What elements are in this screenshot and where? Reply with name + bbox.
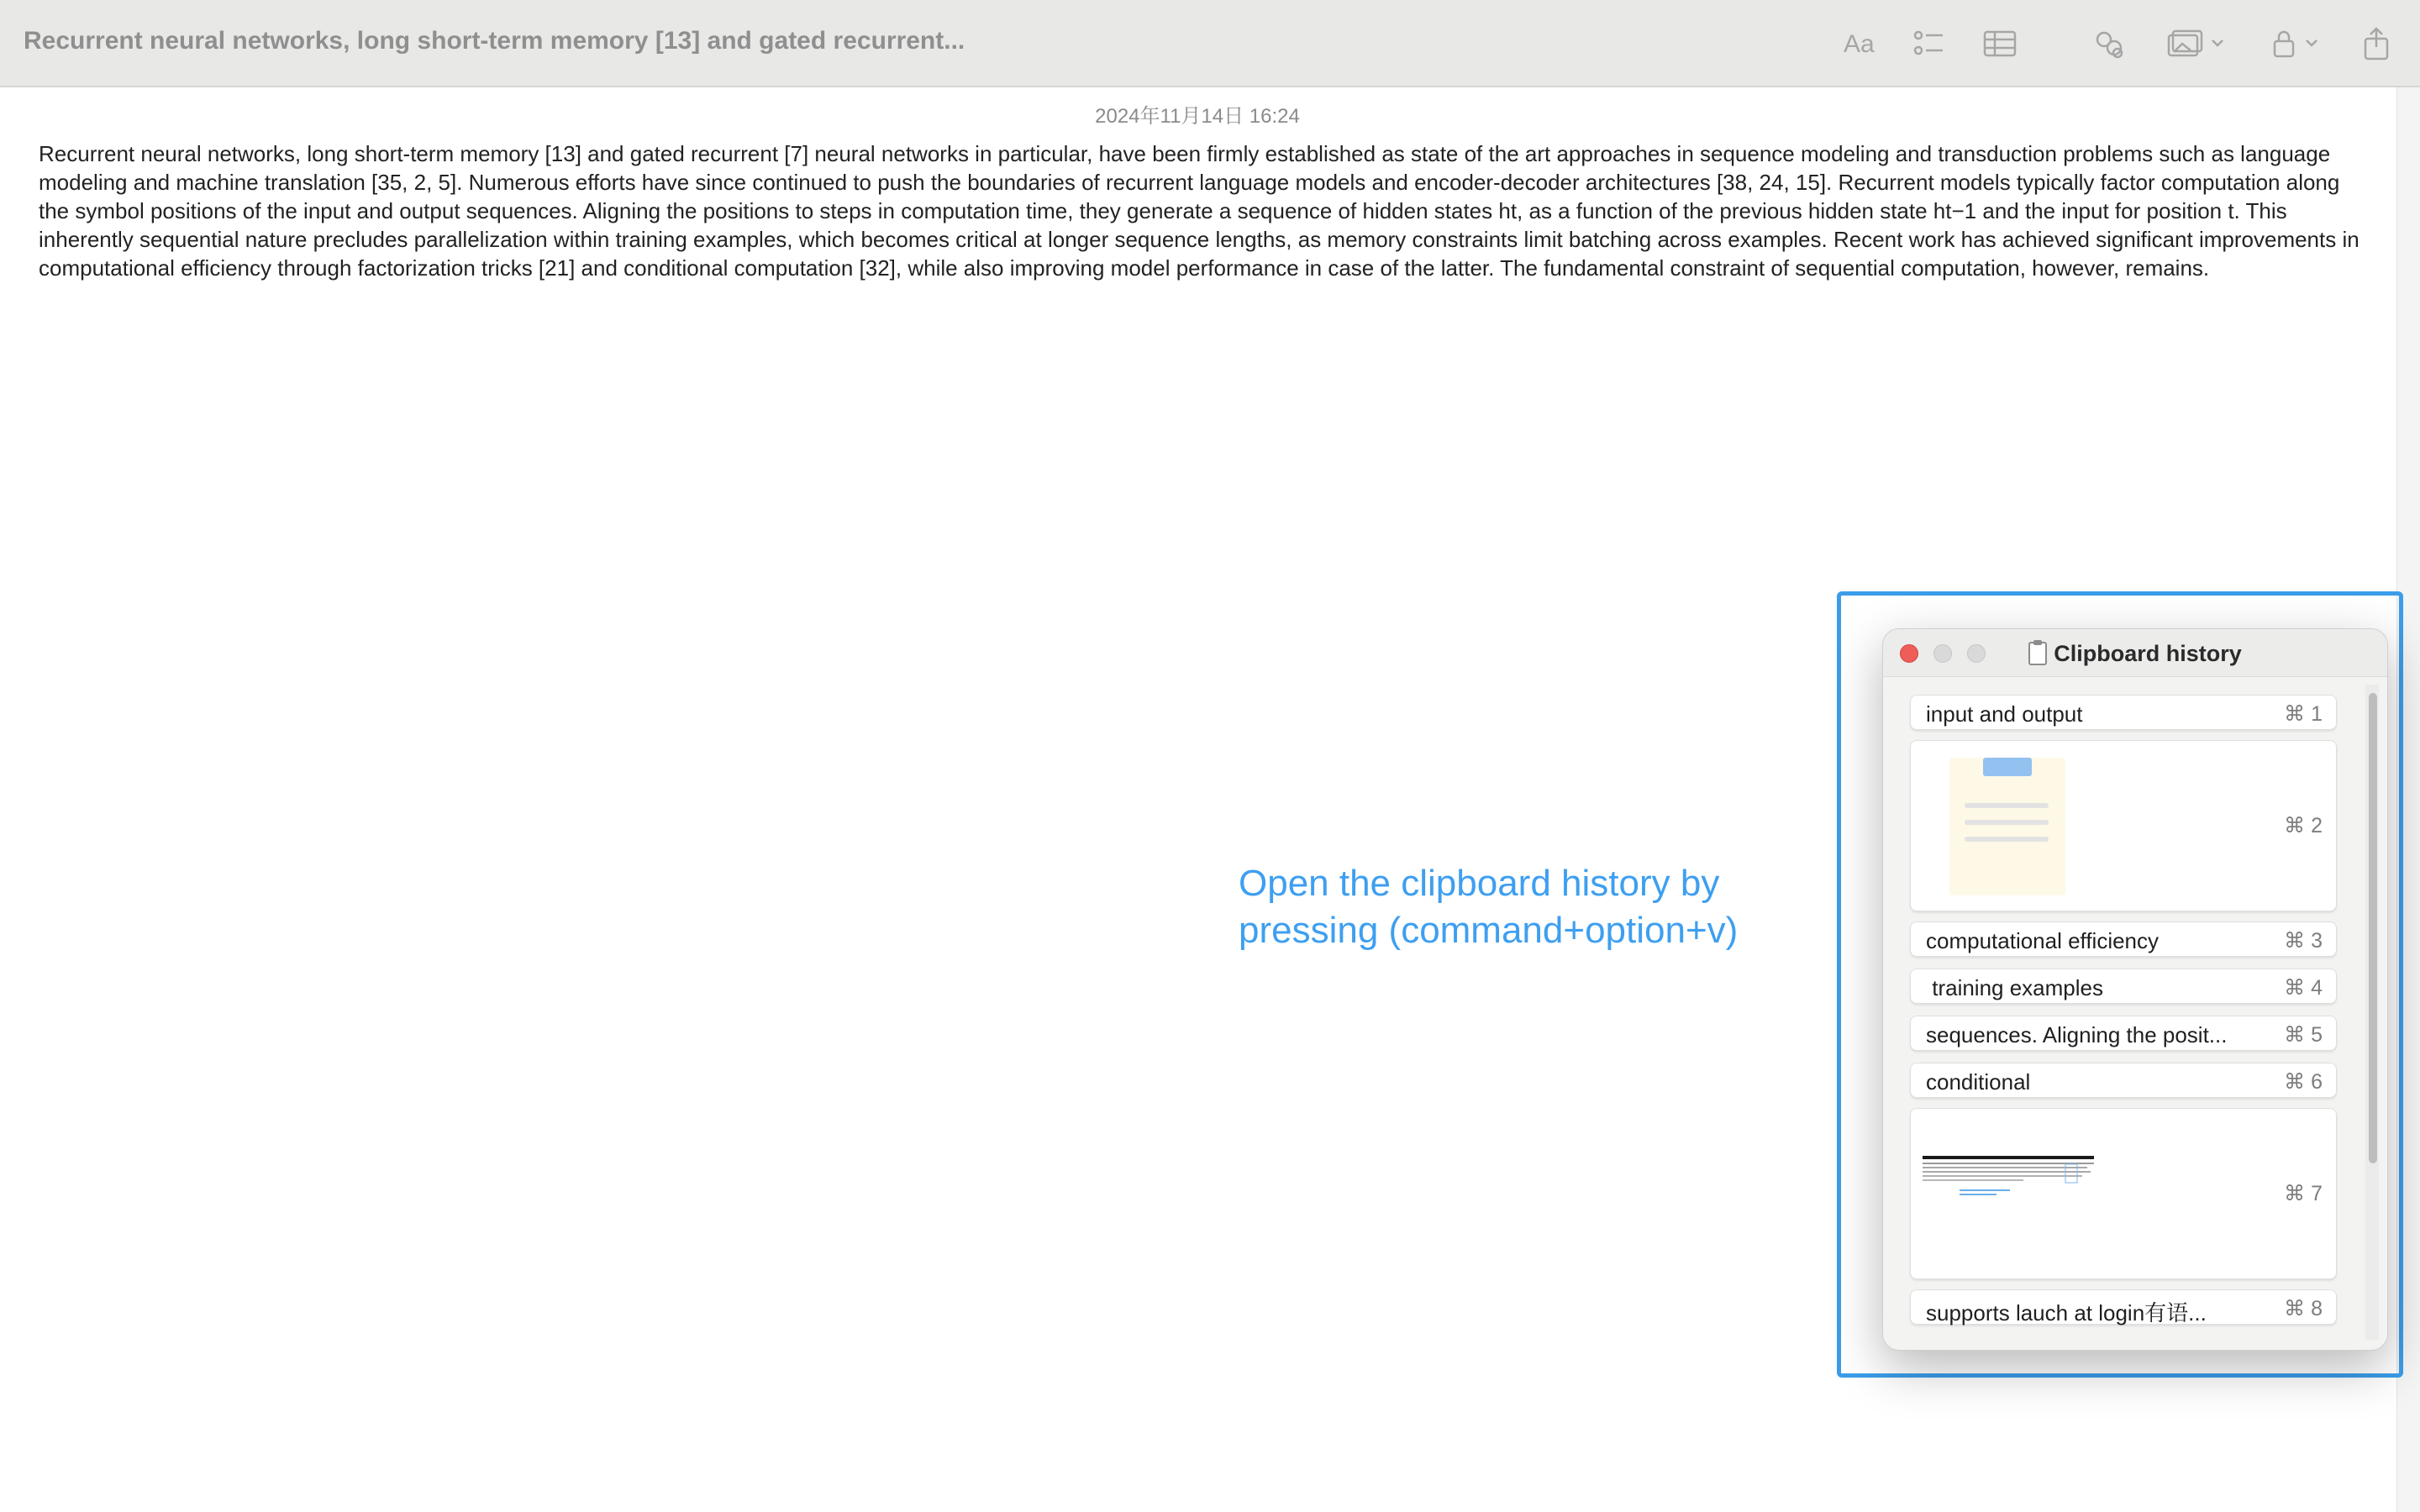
note-body-text[interactable]: Recurrent neural networks, long short-term memory [13] and gated recurrent [7] neural networks in particular, have been firmly established as state of the art approaches in sequence modeling and transduction problems such as language modeling and machine translation [35, 2, 5]. Numerous efforts have since continued to push the boundaries of recurrent language models and encoder-decoder architectures [38, 24, 15]. Recurrent models typically factor computation along the symbol positions of the input and output sequences. Aligning the positions to steps in computation time, they generate a sequence of hidden states ht, as a function of the previous hidden state ht−1 and the input for position t. This inherently sequential nature precludes parallelization within training examples, which becomes critical at longer sequence lengths, as memory constraints limit batching across examples. Recent work has achieved significant improvements in computational efficiency through factorization tricks [21] and conditional computation [32], while also improving model performance in case of the latter. The fundamental constraint of sequential computation, however, remains. [39,141,2360,281]
clipboard-item-label: computational efficiency [1926,928,2160,953]
clipboard-item-shortcut: ⌘ 7 [2284,1182,2323,1205]
clipboard-item[interactable] [1910,921,2337,957]
clipboard-item-image[interactable] [1910,740,2337,911]
note-title: Recurrent neural networks, long short-term memory [13] and gated recurrent... [24,27,965,55]
svg-text:Aa: Aa [1844,30,1875,58]
share-icon[interactable] [2360,24,2393,64]
clipboard-item[interactable] [1910,969,2337,1004]
clipboard-item-image[interactable] [1910,1108,2337,1279]
table-icon[interactable] [1981,24,2018,64]
clipboard-window-title [1883,641,2387,667]
clipboard-title-label: Clipboard history [2054,641,2242,666]
clipboard-item-shortcut: ⌘ 8 [2284,1297,2323,1320]
checklist-icon[interactable] [1911,24,1948,64]
clipboard-item-label: conditional [1926,1069,2031,1095]
collaborate-icon[interactable] [2091,24,2129,64]
clipboard-item-shortcut: ⌘ 5 [2284,1023,2323,1047]
screenshot-thumbnail [1923,1156,2094,1206]
clipboard-item-label: training examples [1926,975,2103,1000]
note-image-thumbnail [1949,758,2065,895]
media-icon[interactable] [2165,24,2225,64]
clipboard-item[interactable] [1910,695,2337,730]
clipboard-item-shortcut: ⌘ 4 [2284,976,2323,1000]
clipboard-item-shortcut: ⌘ 2 [2284,814,2323,837]
clipboard-scrollbar-thumb[interactable] [2369,693,2377,1163]
clipboard-item-shortcut: ⌘ 1 [2284,702,2323,726]
clipboard-item-label: supports lauch at login有语... [1926,1300,2207,1326]
clipboard-item-shortcut: ⌘ 3 [2284,929,2323,953]
notes-toolbar [0,0,2420,87]
clipboard-history-window [1882,628,2388,1351]
clipboard-titlebar [1883,629,2387,677]
clipboard-icon [2028,642,2047,665]
clipboard-hint-text: Open the clipboard history by pressing (command+option+v) [1239,863,1739,951]
text-format-icon[interactable] [1839,24,1886,64]
clipboard-item[interactable] [1910,1063,2337,1098]
clipboard-item[interactable] [1910,1016,2337,1051]
clipboard-item-label: input and output [1926,701,2083,727]
clipboard-item-shortcut: ⌘ 6 [2284,1070,2323,1094]
clipboard-item[interactable] [1910,1289,2337,1325]
clipboard-list [1883,676,2387,1350]
lock-icon[interactable] [2270,24,2323,64]
note-date: 2024年11月14日 16:24 [1095,105,1300,128]
clipboard-item-label: sequences. Aligning the posit... [1926,1022,2228,1047]
